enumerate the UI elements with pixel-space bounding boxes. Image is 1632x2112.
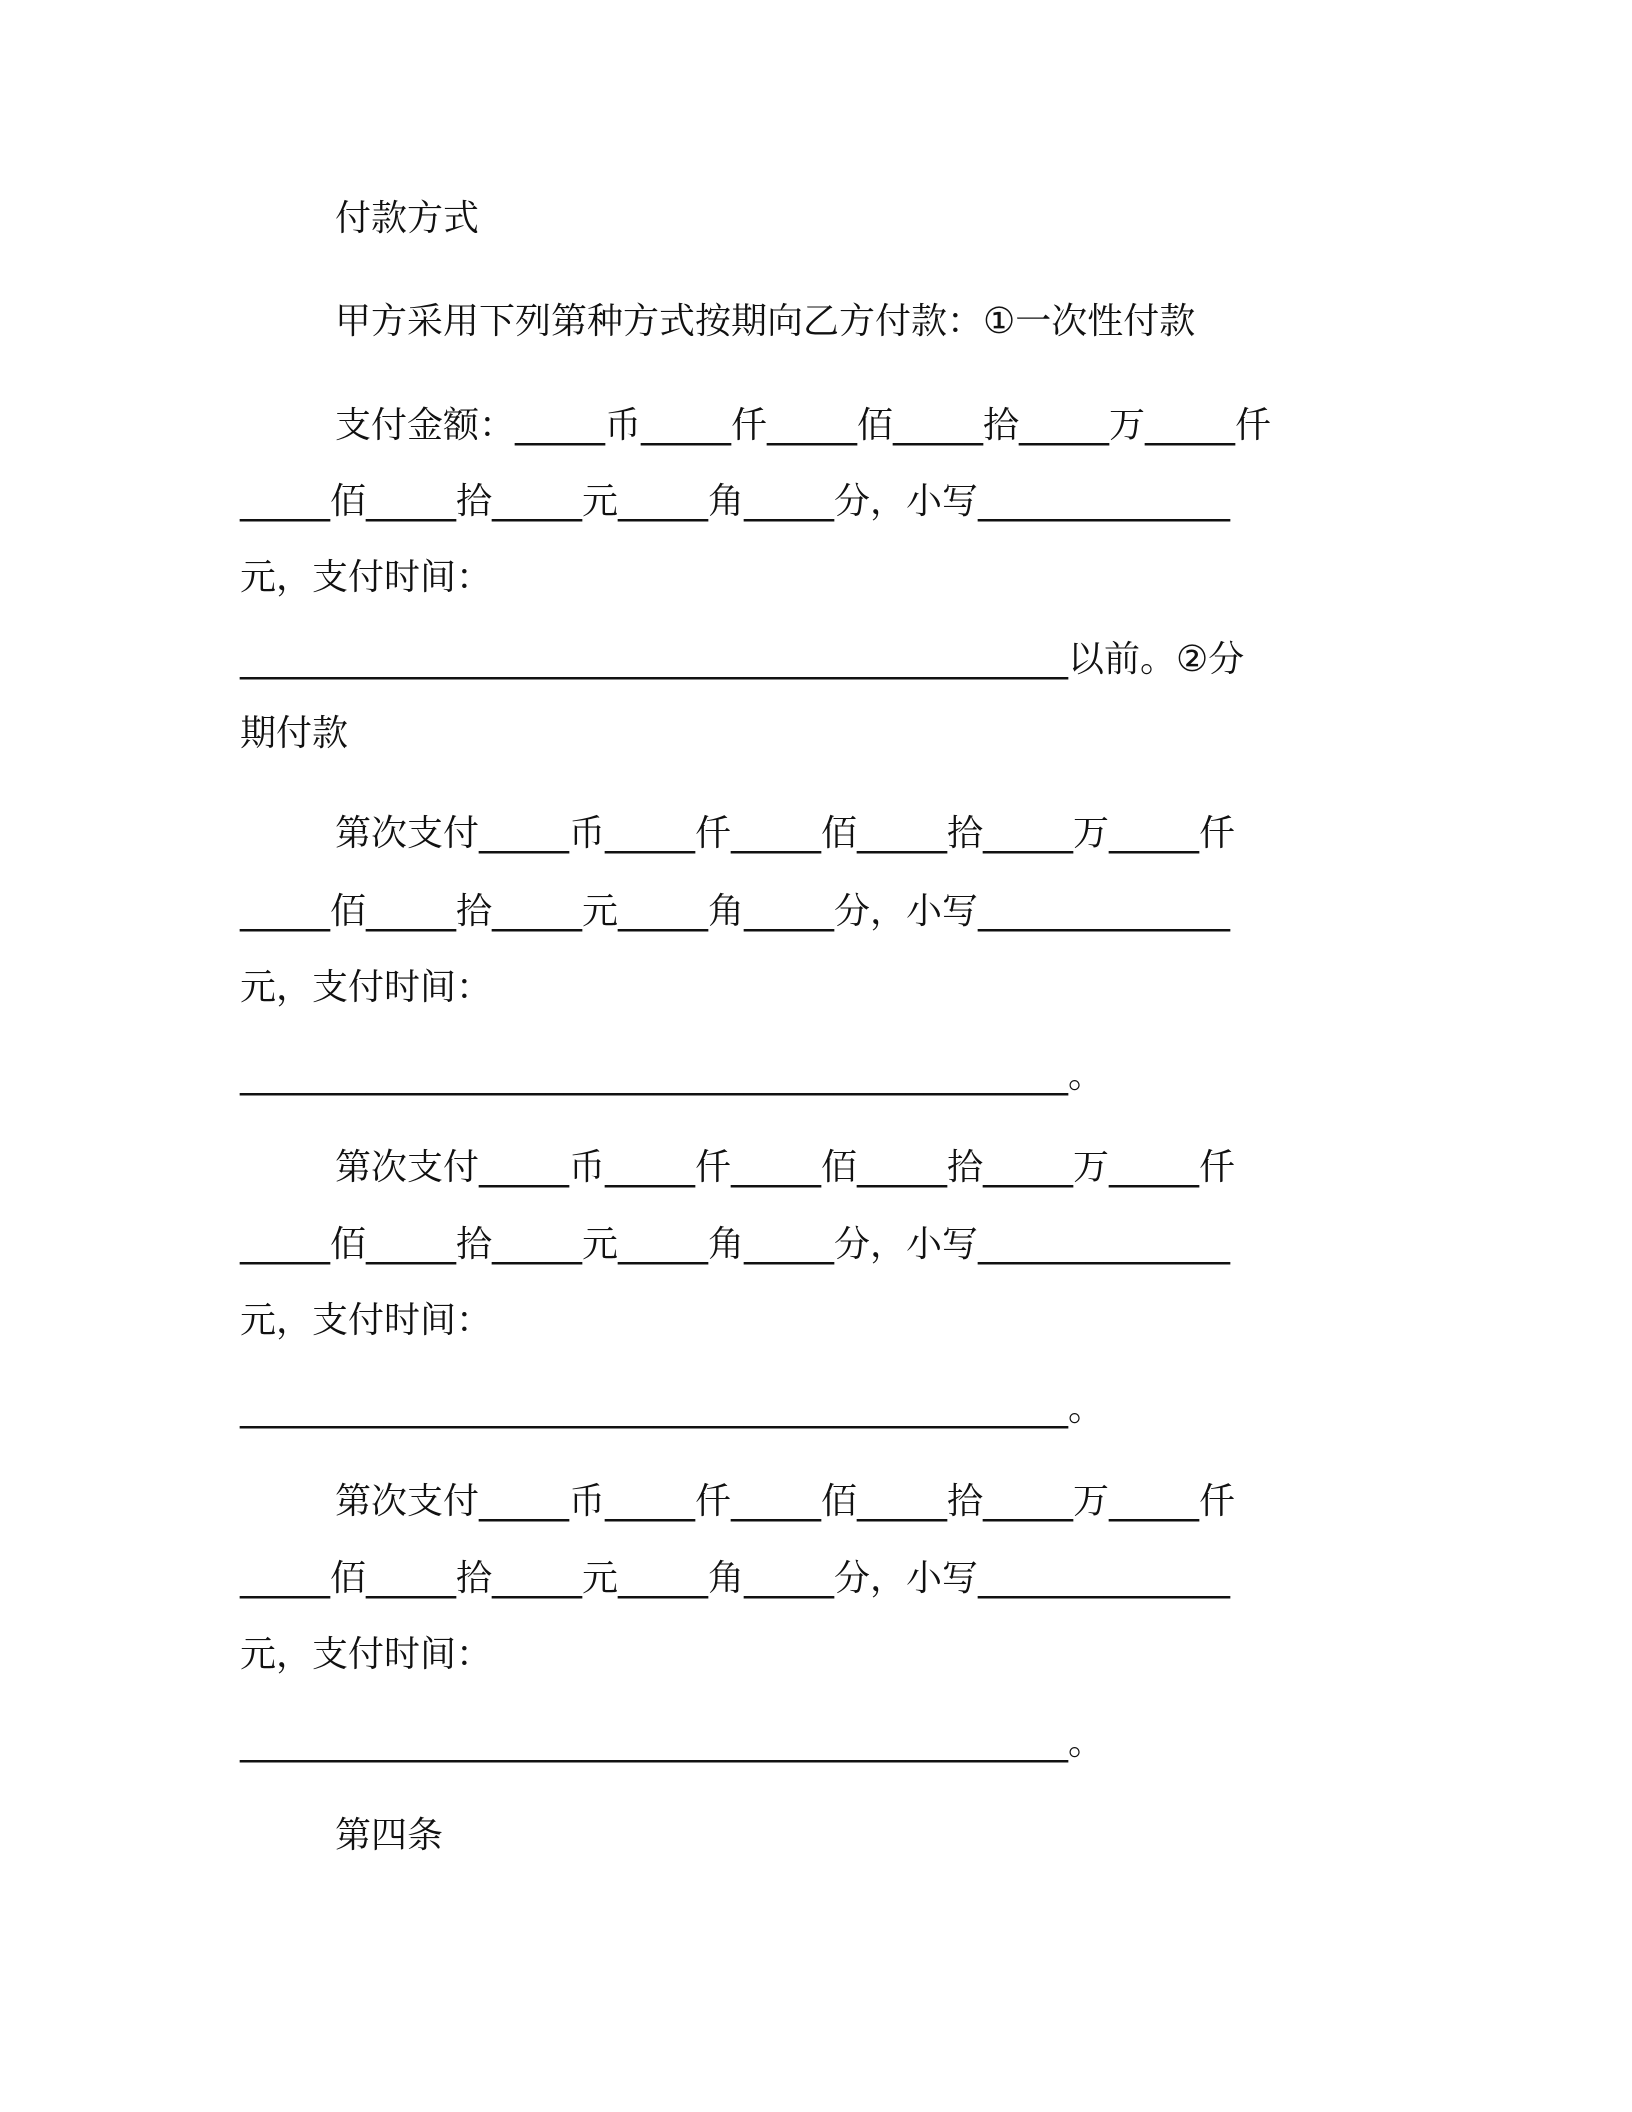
section-heading-payment-method: 付款方式 [335, 198, 480, 239]
installment-heading-line: 期付款 [240, 713, 349, 754]
article-four-heading: 第四条 [335, 1815, 444, 1856]
installment-2-time-label: 元，支付时间： [240, 1300, 493, 1341]
lump-sum-time-blank-line: ______________________________________________以前。②分 [240, 639, 1245, 680]
installment-1-time-label: 元，支付时间： [240, 967, 493, 1008]
installment-3-time-label: 元，支付时间： [240, 1634, 493, 1675]
lump-sum-time-label: 元，支付时间： [240, 557, 493, 598]
installment-2-amount-line-1: 第次支付_____币_____仟_____佰_____拾_____万_____仟 [335, 1147, 1236, 1188]
installment-1-amount-line-1: 第次支付_____币_____仟_____佰_____拾_____万_____仟 [335, 813, 1236, 854]
payment-method-choice-line: 甲方采用下列第种方式按期向乙方付款：①一次性付款 [335, 301, 1196, 342]
lump-sum-amount-line-1: 支付金额：_____币_____仟_____佰_____拾_____万_____仟 [335, 405, 1272, 446]
installment-1-time-blank-line: ______________________________________________。 [240, 1055, 1104, 1096]
installment-1-amount-line-2: _____佰_____拾_____元_____角_____分，小写______________ [240, 891, 1231, 932]
installment-3-time-blank-line: ______________________________________________。 [240, 1722, 1104, 1763]
installment-3-amount-line-1: 第次支付_____币_____仟_____佰_____拾_____万_____仟 [335, 1481, 1236, 1522]
installment-2-time-blank-line: ______________________________________________。 [240, 1388, 1104, 1429]
installment-2-amount-line-2: _____佰_____拾_____元_____角_____分，小写______________ [240, 1224, 1231, 1265]
lump-sum-amount-line-2: _____佰_____拾_____元_____角_____分，小写______________ [240, 481, 1231, 522]
installment-3-amount-line-2: _____佰_____拾_____元_____角_____分，小写______________ [240, 1558, 1231, 1599]
